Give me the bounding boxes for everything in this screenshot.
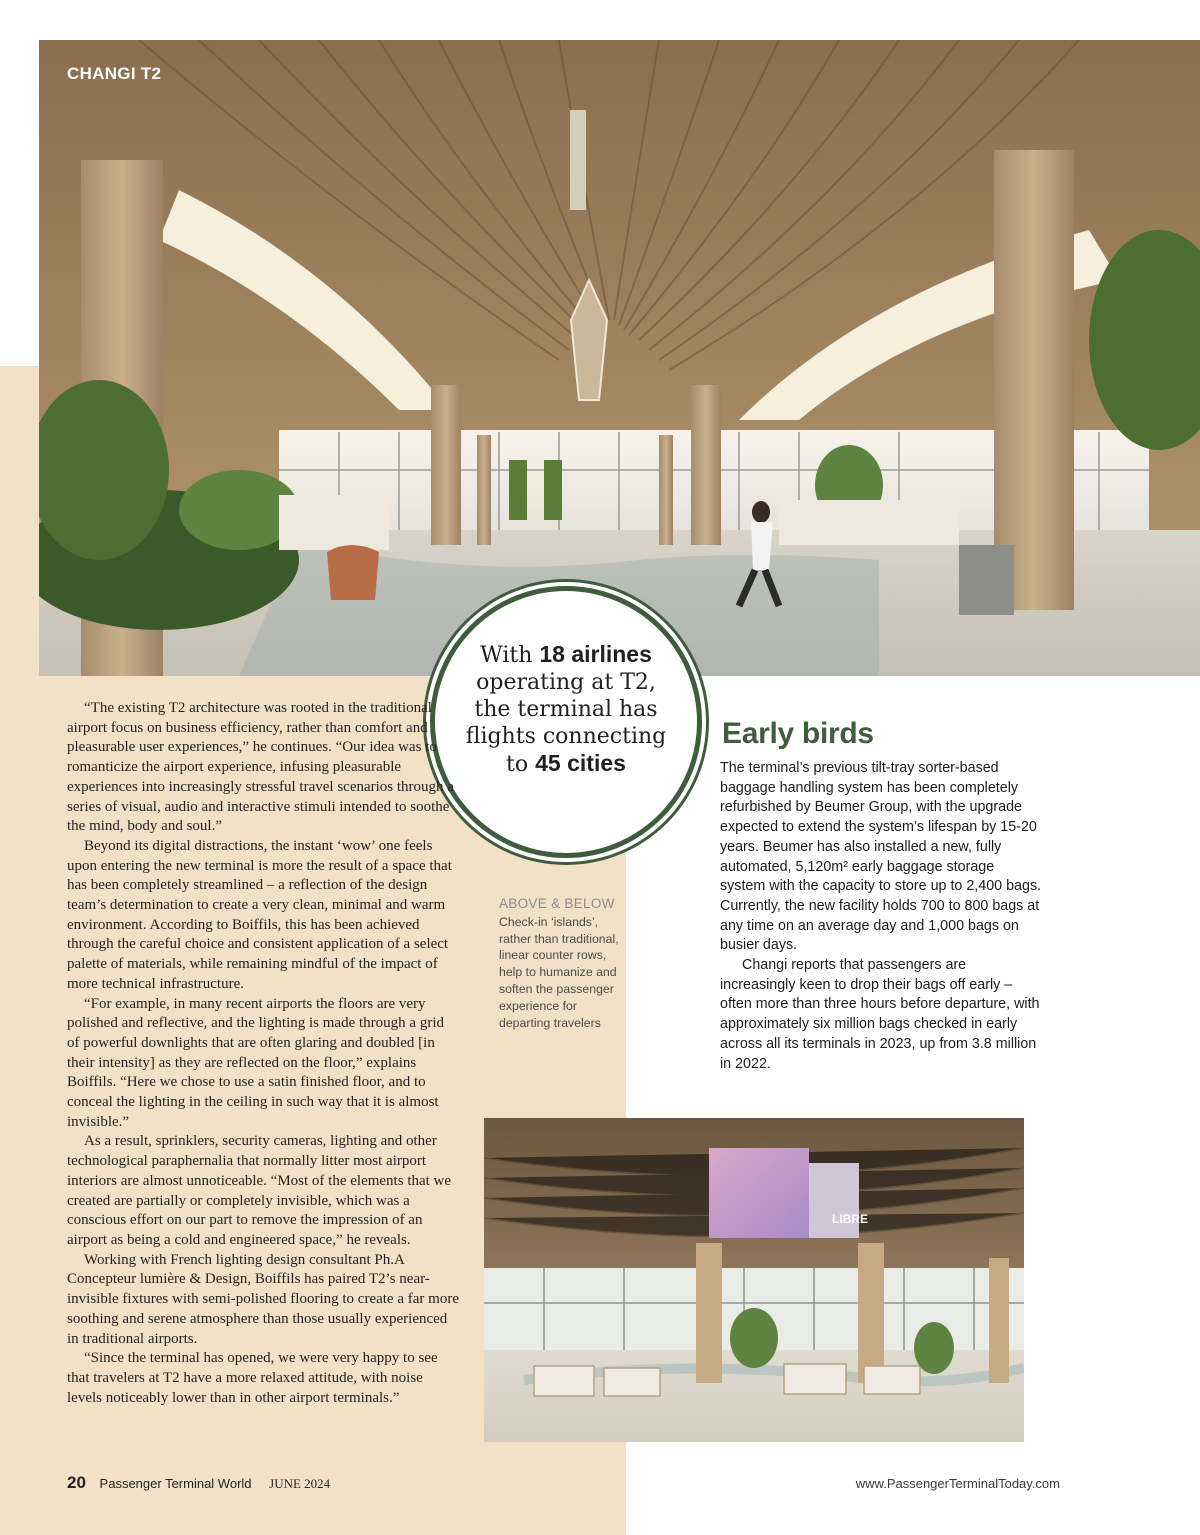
body-paragraph: As a result, sprinklers, security cameras, lighting and other technological paraphernalia that normally litter most airport interiors are almost unnoticeable. “Most of the elements that we created are partially or completely invisible, which was a conscious effort on our part to remove the impression of an airport as being a cold and engineered space,” he reveals. [67,1133,452,1248]
photo-caption [499,896,619,1031]
section-tag: CHANGI T2 [67,64,162,83]
callout-cities-figure: 45 cities [535,749,626,776]
sidebar-body [720,759,1042,1074]
body-paragraph: Beyond its digital distractions, the instant ‘wow’ one feels upon entering the new terminal is more the result of a space that has been completely streamlined – a reflection of the design team’s determination to create a very clean, minimal and warm environment. According to Boiffils, this has been achieved through the careful choice and consistent application of a select palette of materials, while remaining mindful of the impact of more technical infrastructure. [67,837,452,992]
callout-text-pre: With [480,642,540,668]
stat-callout-circle [430,586,702,858]
body-paragraph: “The existing T2 architecture was rooted in the traditional airport focus on business efficiency, rather than comfort and pleasurable user experiences,” he continues. “Our idea was to romanticize the airport experience, infusing pleasurable experiences into increasingly stressful travel scenarios through a series of visual, audio and interactive stimuli intended to soothe the mind, body and soul.” [67,700,454,835]
checkin-islands-photo [484,1118,1024,1442]
sidebar-heading: Early birds [722,717,874,750]
page-number: 20 [67,1473,86,1492]
callout-text-mid: operating at T2, the terminal has flights connecting to [465,669,667,777]
body-paragraph: “For example, in many recent airports the floors are very polished and reflective, and the lighting is made through a grid of powerful downlights that are often glaring and doubled [in their intensity] as they are reflected on the floor,” explains Boiffils. “Here we chose to use a satin finished floor, and to conceal the lighting in the ceiling in such way that it is almost invisible.” [67,995,444,1130]
page-footer [67,1473,330,1493]
screen-ad-text: LIBRE [832,1212,868,1226]
article-body-column [67,699,459,1408]
body-paragraph: Working with French lighting design consultant Ph.A Concepteur lumière & Design, Boiffils has paired T2’s near-invisible fixtures with semi-polished flooring to create a far more soothing and serene atmosphere than those usually experienced in traditional airports. [67,1251,459,1347]
caption-text: Check-in ‘islands’, rather than traditional, linear counter rows, help to humanize and soften the passenger experience for departing travelers [499,914,619,1030]
footer-website-link[interactable]: www.PassengerTerminalToday.com [855,1476,1060,1491]
body-paragraph: “Since the terminal has opened, we were very happy to see that travelers at T2 have a more relaxed attitude, with noise levels noticeably lower than in other airport terminals.” [67,1350,438,1406]
issue-date: JUNE 2024 [269,1476,331,1491]
sidebar-paragraph: The terminal’s previous tilt-tray sorter-based baggage handling system has been completely refurbished by Beumer Group, with the upgrade expected to extend the system’s lifespan by 15-20 years. Beumer has also installed a new, fully automated, 5,120m² early baggage storage system with the capacity to store up to 2,400 bags. Currently, the new facility holds 700 to 800 bags at any time on an average day and 1,000 bags on busier days. [720,760,1042,954]
publication-name: Passenger Terminal World [99,1476,252,1491]
stat-callout-text [461,641,671,778]
hero-photo-terminal-interior [39,40,1200,676]
caption-heading: ABOVE & BELOW [499,896,615,911]
sidebar-paragraph: Changi reports that passengers are increasingly keen to drop their bags off early – often more than three hours before departure, with approximately six million bags checked in early across all its terminals in 2023, up from 3.8 million in 2022. [720,957,1040,1072]
callout-airlines-figure: 18 airlines [539,640,652,667]
